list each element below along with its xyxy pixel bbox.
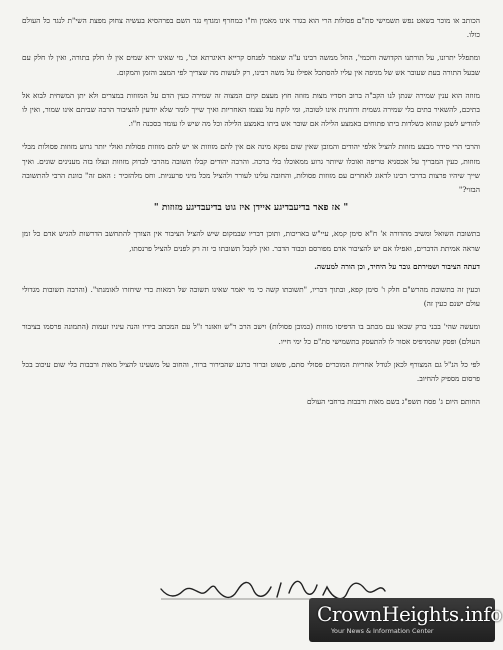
paragraph-6: וכעין זה בתשובת מהרש"ם חלק ו' סימן קפא, ובתוך דבריו, "תשובתו קשה כי מי יאמר שאינו תשובה של רמאות כדי שיחזרו לאומנתו". (והרבה תשובות מגדולי עולם ישנם כעין זה) [22,285,480,309]
watermark-logo-text: CrownHeights.info [317,602,502,626]
paragraph-emphasis: דעתה הציבור ושמירתם גובר על היחיד, וכן הורה למעשה. [314,261,480,271]
paragraph-5: בתשובת השואל ומשיב מהדורה א' ח"א סימן קמא, עיי"ש באריכות, ותוכן דבריו שבמקום שיש להציל הציבור אין הצורך להתחשב הדרשות להגיש אדם כל זמן שראה אמיתת הדברים, ואפילו אם יש להציבור אדם מפורסם וכבוד הדבר. ואין לקבל תשובתו כי זה רק לפנים להציל פרנסתו, [22,229,480,253]
paragraph-4: והרבי הרי סידר מבצע מזוזות להציל אלפי יהודים והמובן שאין שום נפקא מינה אם אין להם מזוזות או יש להם מזוזות פסולות ואולי יותר גרוע מזוזות פסולות מבלי מזוזות, כעין המבריך על אכסניא טריפה ואוכלו שיותר גרוע ממאוכלו בלי ברכה. והרבה יהודים קבלו תשובה מהרבי לבדוק מזוזות ונצלו בזה מענינים שונים. ואיך שייך שיהיו פרצות בדרכי רבינו לדאוג לאחרים עם מזוזות פסולות, והחובה עלינו לעורר ולהציל מכל מיני פרעניות. וחס מלהזכיר : האם זה" כוונת הרבי להתשובה הבזוי?" [22,142,480,195]
closing-line: החותם היום ג' פסח תשפ"ג בשם מאות ורבבות ברחבי העולם [307,397,480,407]
site-watermark [309,598,502,642]
paragraph-7: ומעשה שהי' בבני ברק שבאו עם מכתב בו הדפיסו מזוזות (כמובן פסולות) וישב הרב ר"ש וואזנר ז"ל עם המכתב בידיו והנה עיניו זעמות (התמונה פרסמו בציבור העולם) ופסק שהמדפיס אסור לו להתעסק בתשמישי סת"ם כל ימי חייו. [22,322,480,346]
paragraph-8: לפי כל הנ"ל גם המצורף לכאן לגודל אחריות המוכרים פסולי סתם, פשוט וברור ברגע שהבירור ברור, והחוב על משעינו להציל מאות ורבבות בלי שום עיכוב בכל פרסום מספיק להחיוב. [22,359,480,384]
paragraph-1: הכותב או מוכר בשאט נפש תשמישי סת"ם פסולות הרי הוא בגדר אינו מאמין וח"ו כמחרף ומגדף נגד השם בפרהסיא בעשיה צחוק מפצת השי"ת לנגד כל העולם כולו. [22,16,480,40]
paragraph-3: מזוזה הוא ענין שמירה שנתן לנו הקב"ה ברוב חסדיו מצות מזוזה חוץ מעצם קיום המצוה זה שמירה כעין הדם על המזוזות במצרים ולא יתן המשחית לבוא אל בתיכם, להשאיר בתים בלי שמירה גשמית ורוחנית אינו לטובה, ומי לוקח על עצמו האחריות ואיך שייך לומר שלא יודעין להציבור הרבה שביתם אינו שמור, ואין לו להודיע לשכן שהוא כשלדות ביתו פתוחים באמצע הלילה אם שובר אש ביתו באמצע הלילה וכל מה שיש לו עומד בסכנה ח"ו. [22,90,480,129]
slogan: " אז פאר בדיעבדיגע איידן איז גוט בדיעבדיגע מזוזות " [153,202,349,214]
letter-body [22,14,480,418]
paragraph-2: ומתפלל יתרונו, על תורתנו הקדושה וחכמי', החל ממשה רבינו ע"ה שאמר לפנחס קרייא דאיגרתא וכו', מי שאינו ירא שמים אין לו חלק בתורה, ואין לו חלק עם שבעל התורה בעת שעובר אש של מגיפה אין עליו להסתכל אפילו על משה רבינו, רק לעשות מה שצריך לפי המצב והזמן והמקום. [22,53,480,77]
watermark-tagline: Your News & Information Center [331,627,434,635]
